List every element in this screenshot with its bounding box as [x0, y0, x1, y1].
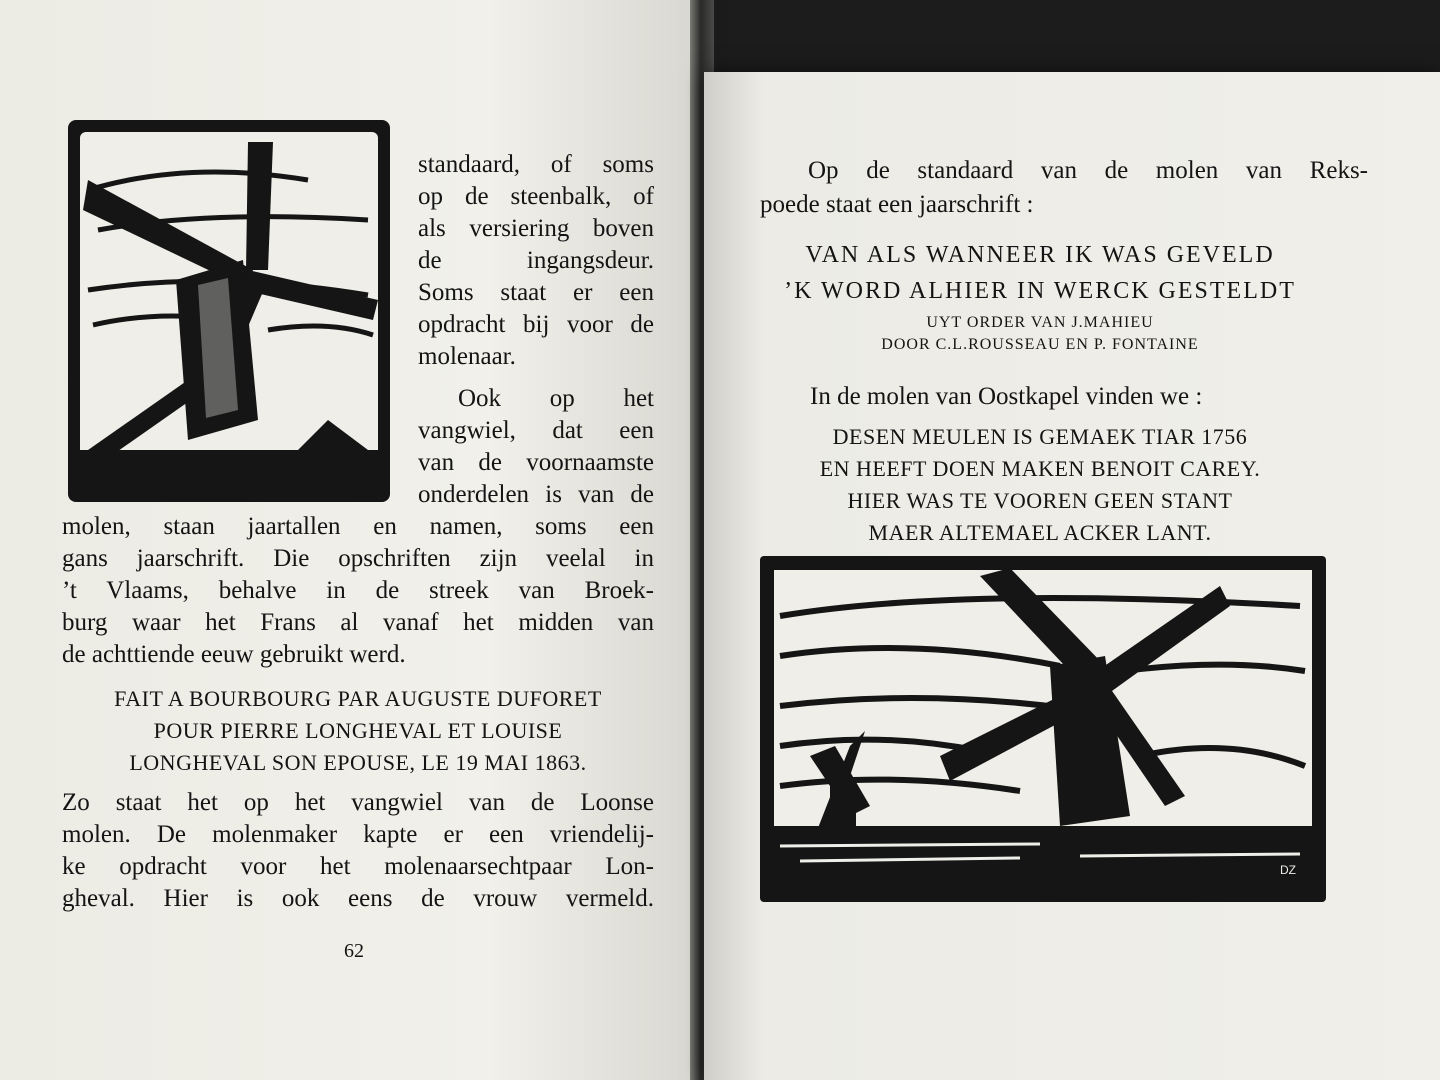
- column-line: Ook op het: [458, 385, 654, 412]
- credit-line: UYT ORDER VAN J.MAHIEU: [926, 314, 1154, 331]
- column-line: molenaar.: [418, 343, 516, 370]
- body-line: ke opdracht voor het molenaarsechtpaar Lon-: [62, 853, 654, 880]
- body-line: de achttiende eeuw gebruikt werd.: [62, 641, 406, 668]
- column-line: Soms staat er een: [418, 279, 654, 306]
- body-line: burg waar het Frans al vanaf het midden van: [62, 609, 654, 636]
- intro-line: poede staat een jaarschrift :: [760, 191, 1034, 218]
- right-page: [704, 72, 1440, 1080]
- body-line: Zo staat het op het vangwiel van de Loonse: [62, 789, 654, 816]
- column-line: op de steenbalk, of: [418, 183, 654, 210]
- column-line: als versiering boven: [418, 215, 654, 242]
- credit-line: DOOR C.L.ROUSSEAU EN P. FONTAINE: [881, 336, 1199, 353]
- windmill-woodcut-right: [760, 556, 1326, 902]
- inscription-line: DESEN MEULEN IS GEMAEK TIAR 1756: [832, 424, 1248, 449]
- inscription-line: FAIT A BOURBOURG PAR AUGUSTE DUFORET: [114, 686, 602, 711]
- woodcut-monogram: DZ: [1280, 863, 1296, 877]
- column-line: van de voornaamste: [418, 449, 654, 476]
- inscription-line: EN HEEFT DOEN MAKEN BENOIT CAREY.: [819, 456, 1261, 481]
- inscription-line: LONGHEVAL SON EPOUSE, LE 19 MAI 1863.: [129, 750, 587, 775]
- intro-line: In de molen van Oostkapel vinden we :: [810, 383, 1203, 410]
- chronogram-line: VAN ALS WANNEER IK WAS GEVELD: [805, 242, 1275, 268]
- column-line: onderdelen is van de: [418, 481, 654, 508]
- intro-line: Op de standaard van de molen van Reks-: [808, 157, 1368, 184]
- body-line: gheval. Hier is ook eens de vrouw vermeld.: [62, 885, 654, 912]
- inscription-line: MAER ALTEMAEL ACKER LANT.: [868, 520, 1212, 545]
- inscription-line: POUR PIERRE LONGHEVAL ET LOUISE: [153, 718, 563, 743]
- column-line: de ingangsdeur.: [418, 247, 654, 274]
- column-line: vangwiel, dat een: [418, 417, 654, 444]
- body-line: molen, staan jaartallen en namen, soms een: [62, 513, 654, 540]
- column-line: standaard, of soms: [418, 151, 654, 178]
- body-line: ’t Vlaams, behalve in de streek van Broek-: [62, 577, 654, 604]
- left-page: [0, 0, 700, 1080]
- page-number: 62: [344, 940, 364, 962]
- inscription-line: HIER WAS TE VOOREN GEEN STANT: [847, 488, 1233, 513]
- body-line: gans jaarschrift. Die opschriften zijn veelal in: [62, 545, 654, 572]
- body-line: molen. De molenmaker kapte er een vriendelij-: [62, 821, 654, 848]
- column-line: opdracht bij voor de: [418, 311, 654, 338]
- windmill-woodcut-left: [68, 120, 390, 502]
- chronogram-line: ’K WORD ALHIER IN WERCK GESTELDT: [784, 278, 1296, 304]
